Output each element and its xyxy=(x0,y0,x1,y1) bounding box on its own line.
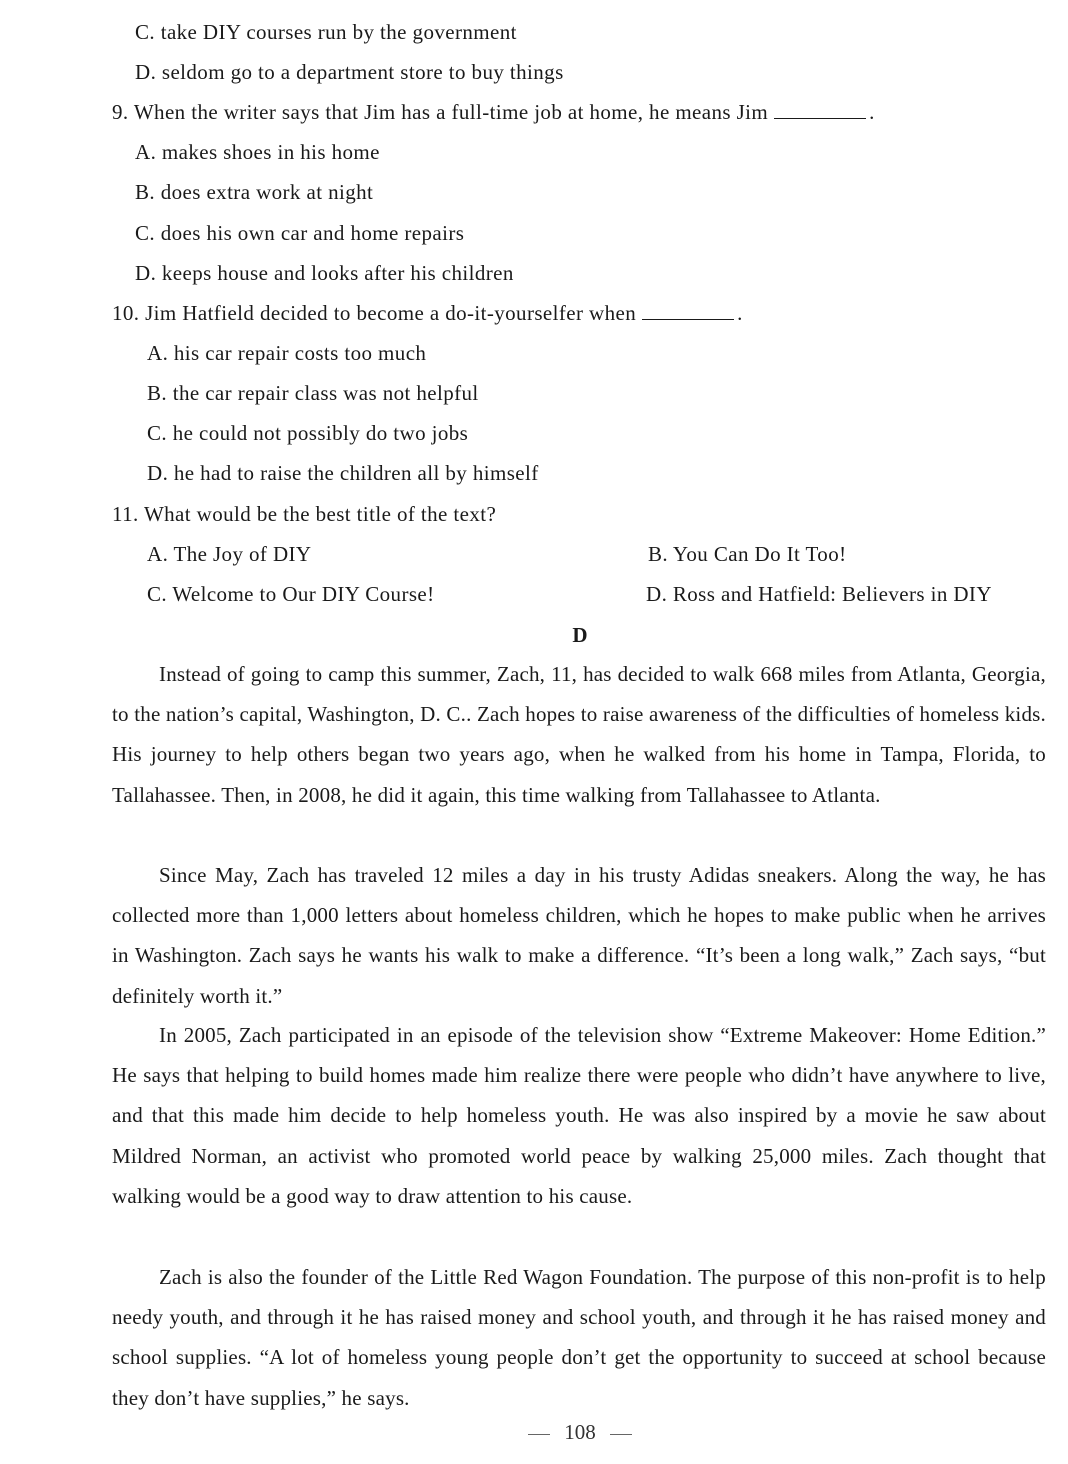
answer-blank xyxy=(642,303,734,320)
q8-option-d: D. seldom go to a department store to buy things xyxy=(135,60,564,84)
q9-stem xyxy=(112,100,875,124)
q11-option-c: C. Welcome to Our DIY Course! xyxy=(147,582,435,606)
answer-blank xyxy=(774,102,866,119)
q10-stem-text: 10. Jim Hatfield decided to become a do-it-yourselfer when xyxy=(112,301,637,325)
q9-option-a: A. makes shoes in his home xyxy=(135,140,380,164)
q10-stem xyxy=(112,301,743,325)
q11-option-a: A. The Joy of DIY xyxy=(147,542,312,566)
section-heading: D xyxy=(572,623,588,647)
q11-stem: 11. What would be the best title of the text? xyxy=(112,502,497,526)
dash-left xyxy=(528,1434,550,1435)
q11-option-b: B. You Can Do It Too! xyxy=(648,542,847,566)
q8-option-c: C. take DIY courses run by the government xyxy=(135,20,517,44)
passage-paragraph: Since May, Zach has traveled 12 miles a day in his trusty Adidas sneakers. Along the way, he has collected more than 1,000 letters about homeless children, which he hopes to make public when he arrives in Washington. Zach says he wants his walk to make a difference. “It’s been a long walk,” Zach says, “but definitely worth it.” xyxy=(112,863,1046,1008)
q9-option-b: B. does extra work at night xyxy=(135,180,374,204)
q10-option-b: B. the car repair class was not helpful xyxy=(147,381,479,405)
q11-option-d: D. Ross and Hatfield: Believers in DIY xyxy=(646,582,992,606)
q9-option-c: C. does his own car and home repairs xyxy=(135,221,465,245)
dash-right xyxy=(610,1434,632,1435)
q10-option-d: D. he had to raise the children all by himself xyxy=(147,461,539,485)
q10-option-a: A. his car repair costs too much xyxy=(147,341,427,365)
page-number xyxy=(0,1420,1068,1444)
q9-stem-text: 9. When the writer says that Jim has a full-time job at home, he means Jim xyxy=(112,100,769,124)
passage-paragraph: Instead of going to camp this summer, Zach, 11, has decided to walk 668 miles from Atlanta, Georgia, to the nation’s capital, Washington, D. C.. Zach hopes to raise awareness of the difficulties of homeless kids. His journey to help others began two years ago, when he walked from his home in Tampa, Florida, to Tallahassee. Then, in 2008, he did it again, this time walking from Tallahassee to Atlanta. xyxy=(112,662,1046,807)
q9-stem-end: . xyxy=(869,100,875,124)
passage-paragraph: Zach is also the founder of the Little Red Wagon Foundation. The purpose of this non-profit is to help needy youth, and through it he has raised money and school youth, and through it he has raised money and school supplies. “A lot of homeless young people don’t get the opportunity to succeed at school because they don’t have supplies,” he says. xyxy=(112,1265,1046,1410)
q10-option-c: C. he could not possibly do two jobs xyxy=(147,421,469,445)
passage-paragraph: In 2005, Zach participated in an episode of the television show “Extreme Makeover: Home Edition.” He says that helping to build homes made him realize there were people who didn’t have anywhere to live, and that this made him decide to help homeless youth. He was also inspired by a movie he saw about Mildred Norman, an activist who promoted world peace by walking 25,000 miles. Zach thought that walking would be a good way to draw attention to his cause. xyxy=(112,1023,1046,1208)
q10-stem-end: . xyxy=(737,301,743,325)
q9-option-d: D. keeps house and looks after his children xyxy=(135,261,514,285)
page-number-text: 108 xyxy=(564,1420,596,1444)
